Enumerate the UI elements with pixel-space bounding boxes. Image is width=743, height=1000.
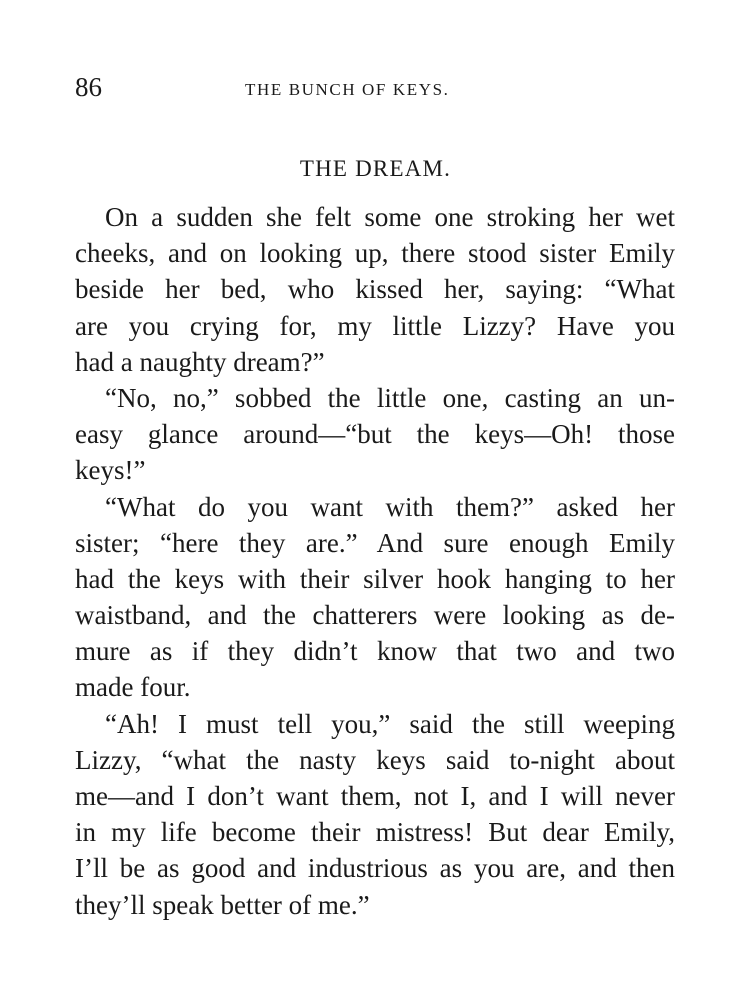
- text-line: waistband, and the chatterers were looking as de-: [75, 600, 675, 631]
- chapter-title: THE DREAM.: [299, 156, 452, 181]
- running-title: THE BUNCH OF KEYS.: [245, 80, 450, 99]
- page-number: 86: [75, 72, 102, 102]
- text-line: had a naughty dream?”: [75, 346, 325, 377]
- text-line: had the keys with their silver hook hanging to her: [75, 563, 675, 594]
- text-line: in my life become their mistress! But dear Emily,: [75, 817, 675, 848]
- running-head: [75, 72, 670, 108]
- text-line: “No, no,” sobbed the little one, casting an un-: [105, 382, 675, 413]
- text-line: “What do you want with them?” asked her: [105, 491, 675, 522]
- text-line: sister; “here they are.” And sure enough Emily: [75, 527, 675, 558]
- text-line: easy glance around—“but the keys—Oh! those: [75, 419, 675, 450]
- text-line: mure as if they didn’t know that two and two: [75, 636, 675, 667]
- text-line: Lizzy, “what the nasty keys said to-night about: [75, 744, 675, 775]
- text-line: On a sudden she felt some one stroking her wet: [105, 202, 675, 232]
- text-line: made four.: [75, 672, 191, 703]
- text-line: they’ll speak better of me.”: [75, 889, 370, 920]
- text-line: keys!”: [75, 455, 146, 486]
- text-line: me—and I don’t want them, not I, and I will never: [75, 781, 675, 811]
- text-line: cheeks, and on looking up, there stood sister Emily: [75, 238, 675, 269]
- body-text: [75, 199, 675, 923]
- text-line: are you crying for, my little Lizzy? Have you: [75, 310, 675, 341]
- text-line: beside her bed, who kissed her, saying: “What: [75, 274, 675, 305]
- text-line: “Ah! I must tell you,” said the still weeping: [105, 708, 675, 739]
- text-line: I’ll be as good and industrious as you are, and then: [75, 853, 675, 884]
